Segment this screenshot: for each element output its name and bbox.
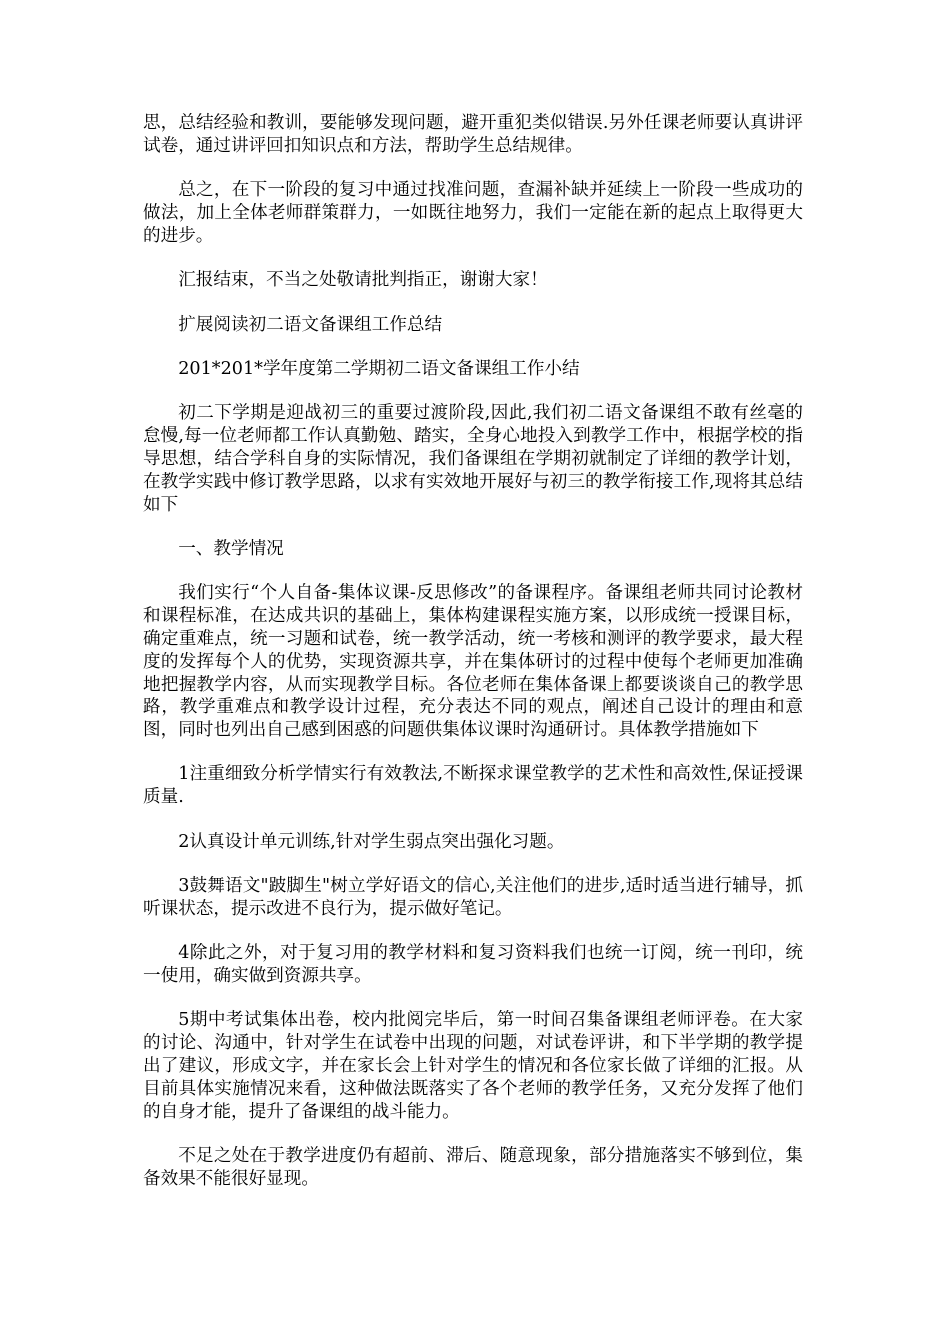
- list-item-4: 4除此之外，对于复习用的教学材料和复习资料我们也统一订阅，统一刊印，统一使用，确实做到资源共享。: [143, 943, 803, 987]
- paragraph-conclusion: 总之，在下一阶段的复习中通过找准问题，查漏补缺并延续上一阶段一些成功的做法，加上全体老师群策群力，一如既往地努力，我们一定能在新的起点上取得更大的进步。: [143, 180, 803, 246]
- paragraph-introduction: 初二下学期是迎战初三的重要过渡阶段,因此,我们初二语文备课组不敢有丝毫的怠慢,每一位老师都工作认真勤勉、踏实，全身心地投入到教学工作中，根据学校的指导思想，结合学科自身的实际情况，我们备课组在学期初就制定了详细的教学计划，在教学实践中修订教学思路，以求有实效地开展好与初三的教学衔接工作,现将其总结如下: [143, 403, 803, 515]
- paragraph-shortcomings: 不足之处在于教学进度仍有超前、滞后、随意现象，部分措施落实不够到位，集备效果不能很好显现。: [143, 1146, 803, 1189]
- list-item-3: 3鼓舞语文"跛脚生"树立学好语文的信心,关注他们的进步,适时适当进行辅导，抓听课状态，提示改进不良行为，提示做好笔记。: [143, 876, 803, 919]
- paragraph-continuation: 思，总结经验和教训，要能够发现问题，避开重犯类似错误.另外任课老师要认真讲评试卷，通过讲评回扣知识点和方法，帮助学生总结规律。: [143, 113, 803, 156]
- document-body: [143, 112, 803, 1212]
- extended-reading-heading: 扩展阅读初二语文备课组工作总结: [178, 314, 443, 335]
- paragraph-lesson-prep: 我们实行“个人自备-集体议课-反思修改”的备课程序。备课组老师共同讨论教材和课程标准，在达成共识的基础上，集体构建课程实施方案，以形成统一授课目标，确定重难点，统一习题和试卷，统一教学活动，统一考核和测评的教学要求，最大程度的发挥每个人的优势，实现资源共享，并在集体研讨的过程中使每个老师更加准确地把握教学内容，从而实现教学目标。各位老师在集体备课上都要谈谈自己的教学思路，教学重难点和教学设计过程，充分表达不同的观点，阐述自己设计的理由和意图，同时也列出自己感到困惑的问题供集体议课时沟通研讨。具体教学措施如下: [143, 583, 803, 741]
- section-heading-teaching: 一、教学情况: [178, 538, 284, 559]
- paragraph-closing-remark: 汇报结束，不当之处敬请批判指正，谢谢大家！: [178, 270, 548, 291]
- section-title: 201*201*学年度第二学期初二语文备课组工作小结: [178, 358, 580, 379]
- list-item-1: 1注重细致分析学情实行有效教法,不断探求课堂教学的艺术性和高效性,保证授课质量.: [143, 764, 803, 808]
- list-item-2: 2认真设计单元训练,针对学生弱点突出强化习题。: [178, 831, 565, 852]
- list-item-5: 5期中考试集体出卷，校内批阅完毕后，第一时间召集备课组老师评卷。在大家的讨论、沟通中，针对学生在试卷中出现的问题，对试卷评讲，和下半学期的教学提出了建议，形成文字，并在家长会上针对学生的情况和各位家长做了详细的汇报。从目前具体实施情况来看，这种做法既落实了各个老师的教学任务，又充分发挥了他们的自身才能，提升了备课组的战斗能力。: [143, 1010, 803, 1122]
